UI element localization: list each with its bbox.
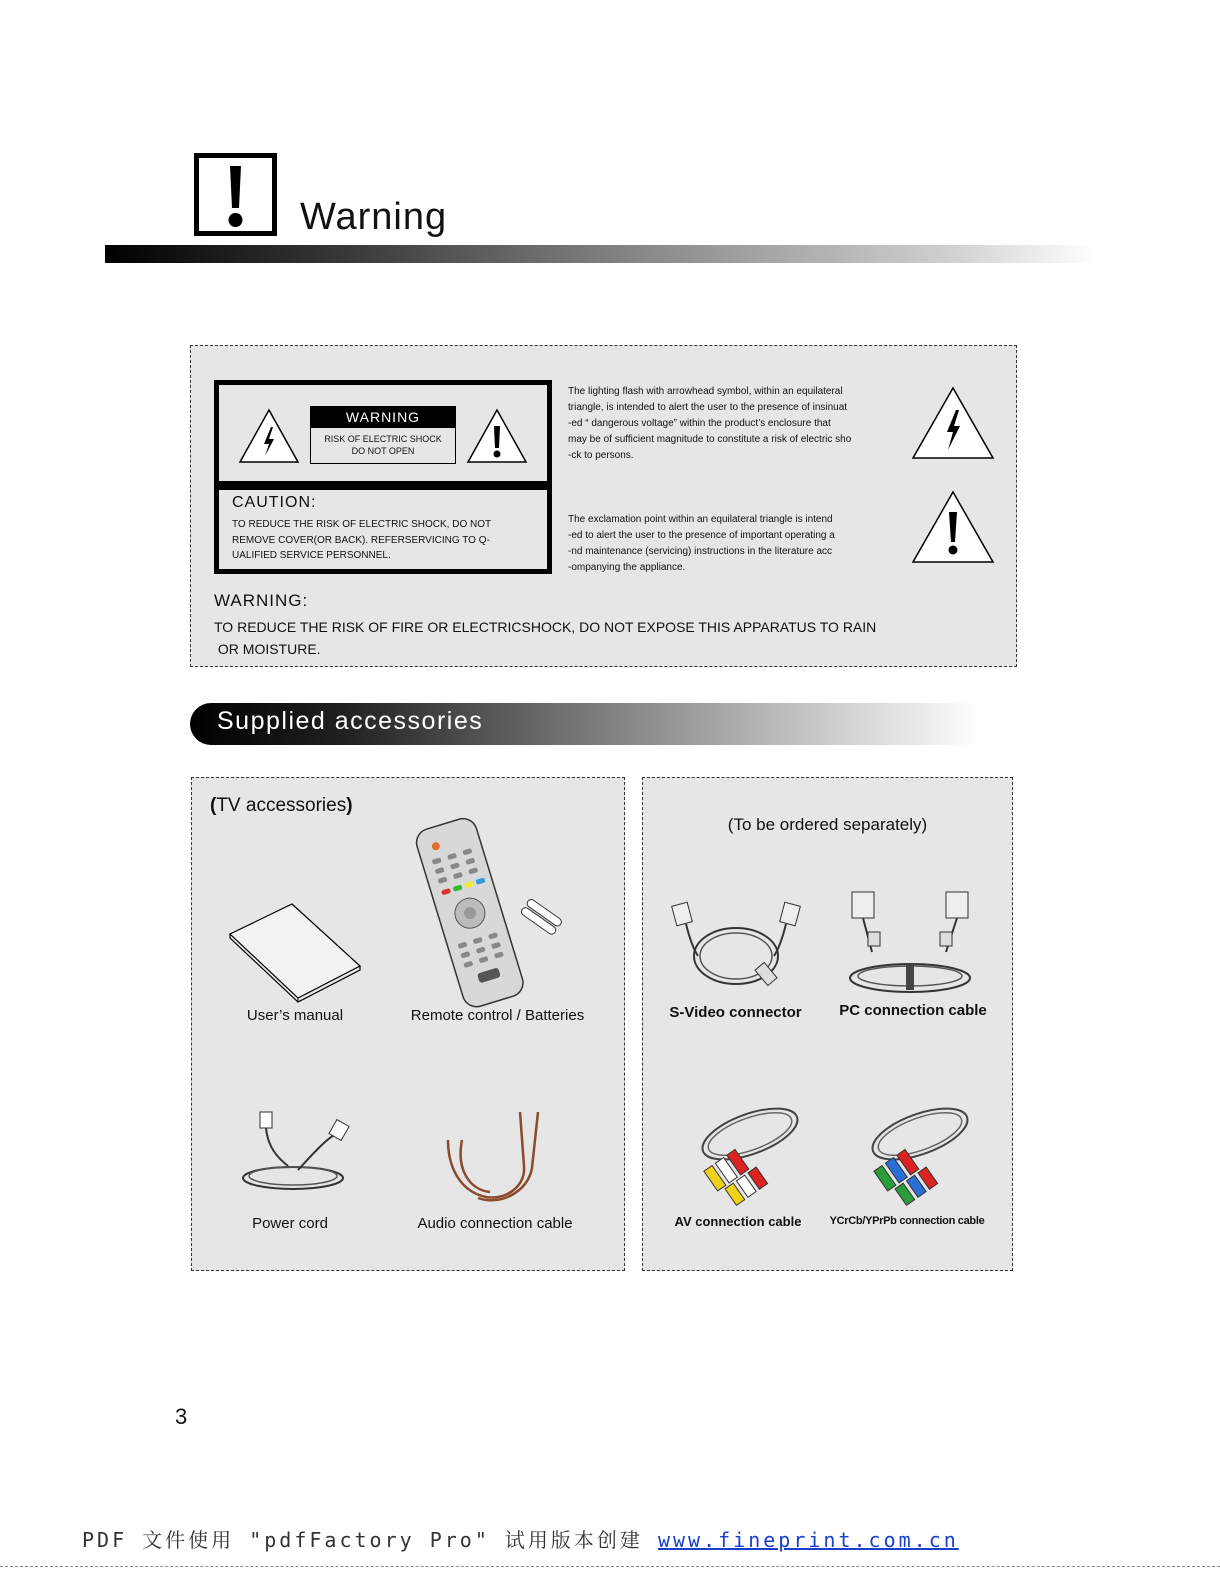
caution-text: TO REDUCE THE RISK OF ELECTRIC SHOCK, DO NOT REMOVE COVER(OR BACK). REFERSERVICING TO Q- UALIFIED SERVICE PERSONNEL. (232, 519, 492, 561)
page-number: 3 (175, 1404, 188, 1429)
title-gradient-bar (105, 245, 1095, 263)
optional-heading: (To be ordered separately) (727, 815, 928, 834)
tv-accessories-heading: (TV accessories) (210, 795, 353, 816)
footer-link[interactable]: www.fineprint.com.cn (657, 1528, 959, 1552)
exclamation-triangle-icon (466, 408, 528, 464)
lightning-explanation: The lighting flash with arrowhead symbol, within an equilateral triangle, is intended to alert the user to the presence of insinuat -ed “ dangerous voltage” within the product’s enclosure that may be of sufficient magnitude to constitute a risk of electric sho -ck to persons. (568, 386, 852, 461)
warning-subtext: RISK OF ELECTRIC SHOCK DO NOT OPEN (310, 428, 456, 464)
lightning-triangle-icon (911, 386, 995, 460)
exclamation-triangle-icon (911, 490, 995, 564)
remote-control-icon (400, 815, 535, 1005)
av-cable-icon (686, 1098, 804, 1198)
label-power-cord: Power cord (252, 1215, 328, 1232)
main-warning-title: WARNING: (214, 591, 309, 610)
footer-watermark: PDF 文件使用 "pdfFactory Pro" 试用版本创建 www.fineprint.com.cn (82, 1528, 959, 1552)
batteries-icon (518, 896, 566, 936)
caution-title: CAUTION: (232, 494, 317, 511)
label-av-cable: AV connection cable (674, 1214, 802, 1229)
users-manual-icon (228, 902, 362, 1000)
pc-cable-icon (846, 888, 978, 996)
label-pc-cable: PC connection cable (839, 1002, 987, 1019)
label-users-manual: User’s manual (246, 1007, 344, 1024)
s-video-connector-icon (668, 900, 804, 994)
section-title: Supplied accessories (217, 707, 484, 735)
ycrcb-cable-icon (856, 1098, 974, 1198)
warning-badge: WARNING (310, 406, 456, 428)
page-title: Warning (300, 196, 448, 238)
label-s-video: S-Video connector (669, 1004, 802, 1021)
label-ycrcb-cable: YCrCb/YPrPb connection cable (829, 1215, 985, 1227)
lightning-triangle-icon (238, 408, 300, 464)
warning-icon-box (194, 153, 277, 236)
exclamation-icon (199, 158, 272, 231)
label-audio-cable: Audio connection cable (417, 1215, 573, 1232)
exclamation-explanation: The exclamation point within an equilateral triangle is intend -ed to alert the user to the presence of important operating a -nd maintenance (servicing) instructions in the literature acc -ompanying the appliance. (568, 514, 835, 573)
label-remote-batteries: Remote control / Batteries (410, 1007, 585, 1024)
audio-cable-icon (440, 1110, 550, 1204)
footer-rule (0, 1566, 1220, 1567)
main-warning-text: TO REDUCE THE RISK OF FIRE OR ELECTRICSHOCK, DO NOT EXPOSE THIS APPARATUS TO RAIN OR MOISTURE. (214, 619, 877, 657)
power-cord-icon (238, 1108, 362, 1192)
